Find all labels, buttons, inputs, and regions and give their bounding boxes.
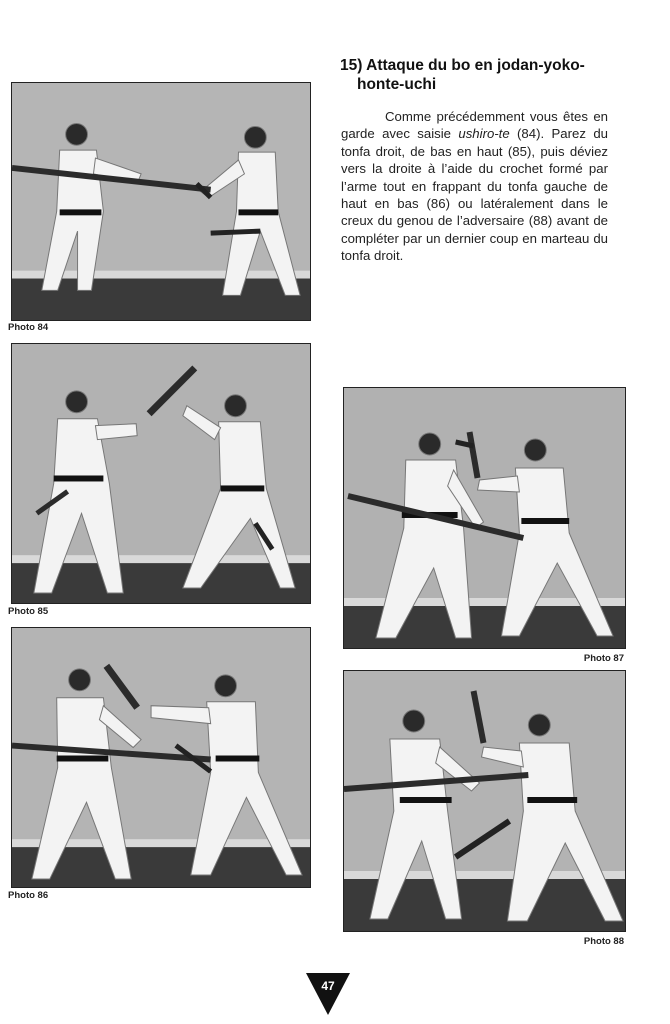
photo-87-caption: Photo 87 bbox=[583, 653, 624, 664]
photo-88 bbox=[343, 670, 626, 932]
body-italic-term: ushiro-te bbox=[458, 126, 510, 142]
photo-86-caption: Photo 86 bbox=[8, 890, 49, 901]
photo-87 bbox=[343, 387, 626, 649]
body-part-1: Comme précédemment vous êtes en garde avec saisie bbox=[341, 109, 608, 142]
photo-84 bbox=[11, 82, 311, 321]
photo-85-caption: Photo 85 bbox=[8, 606, 49, 617]
section-heading bbox=[340, 56, 630, 94]
heading-line-2: honte-uchi bbox=[357, 76, 437, 93]
photo-88-caption: Photo 88 bbox=[583, 936, 624, 947]
page-number: 47 bbox=[321, 979, 335, 993]
photo-84-caption: Photo 84 bbox=[8, 322, 49, 333]
photo-86 bbox=[11, 627, 311, 888]
instruction-paragraph bbox=[341, 108, 608, 265]
heading-line-1: 15) Attaque du bo en jodan-yoko- bbox=[340, 57, 585, 74]
page-number-marker bbox=[306, 973, 350, 1017]
body-part-2: (84). Parez du tonfa droit, de bas en haut (85), puis déviez vers la droite à l’aide du crochet formé par l’arme tout en frappant du tonfa gauche de haut en bas (86) ou latéralement dans le creux du genou de l’adversaire (88) avant de compléter par un dernier coup en marteau du tonfa droit. bbox=[341, 126, 608, 264]
photo-85 bbox=[11, 343, 311, 604]
